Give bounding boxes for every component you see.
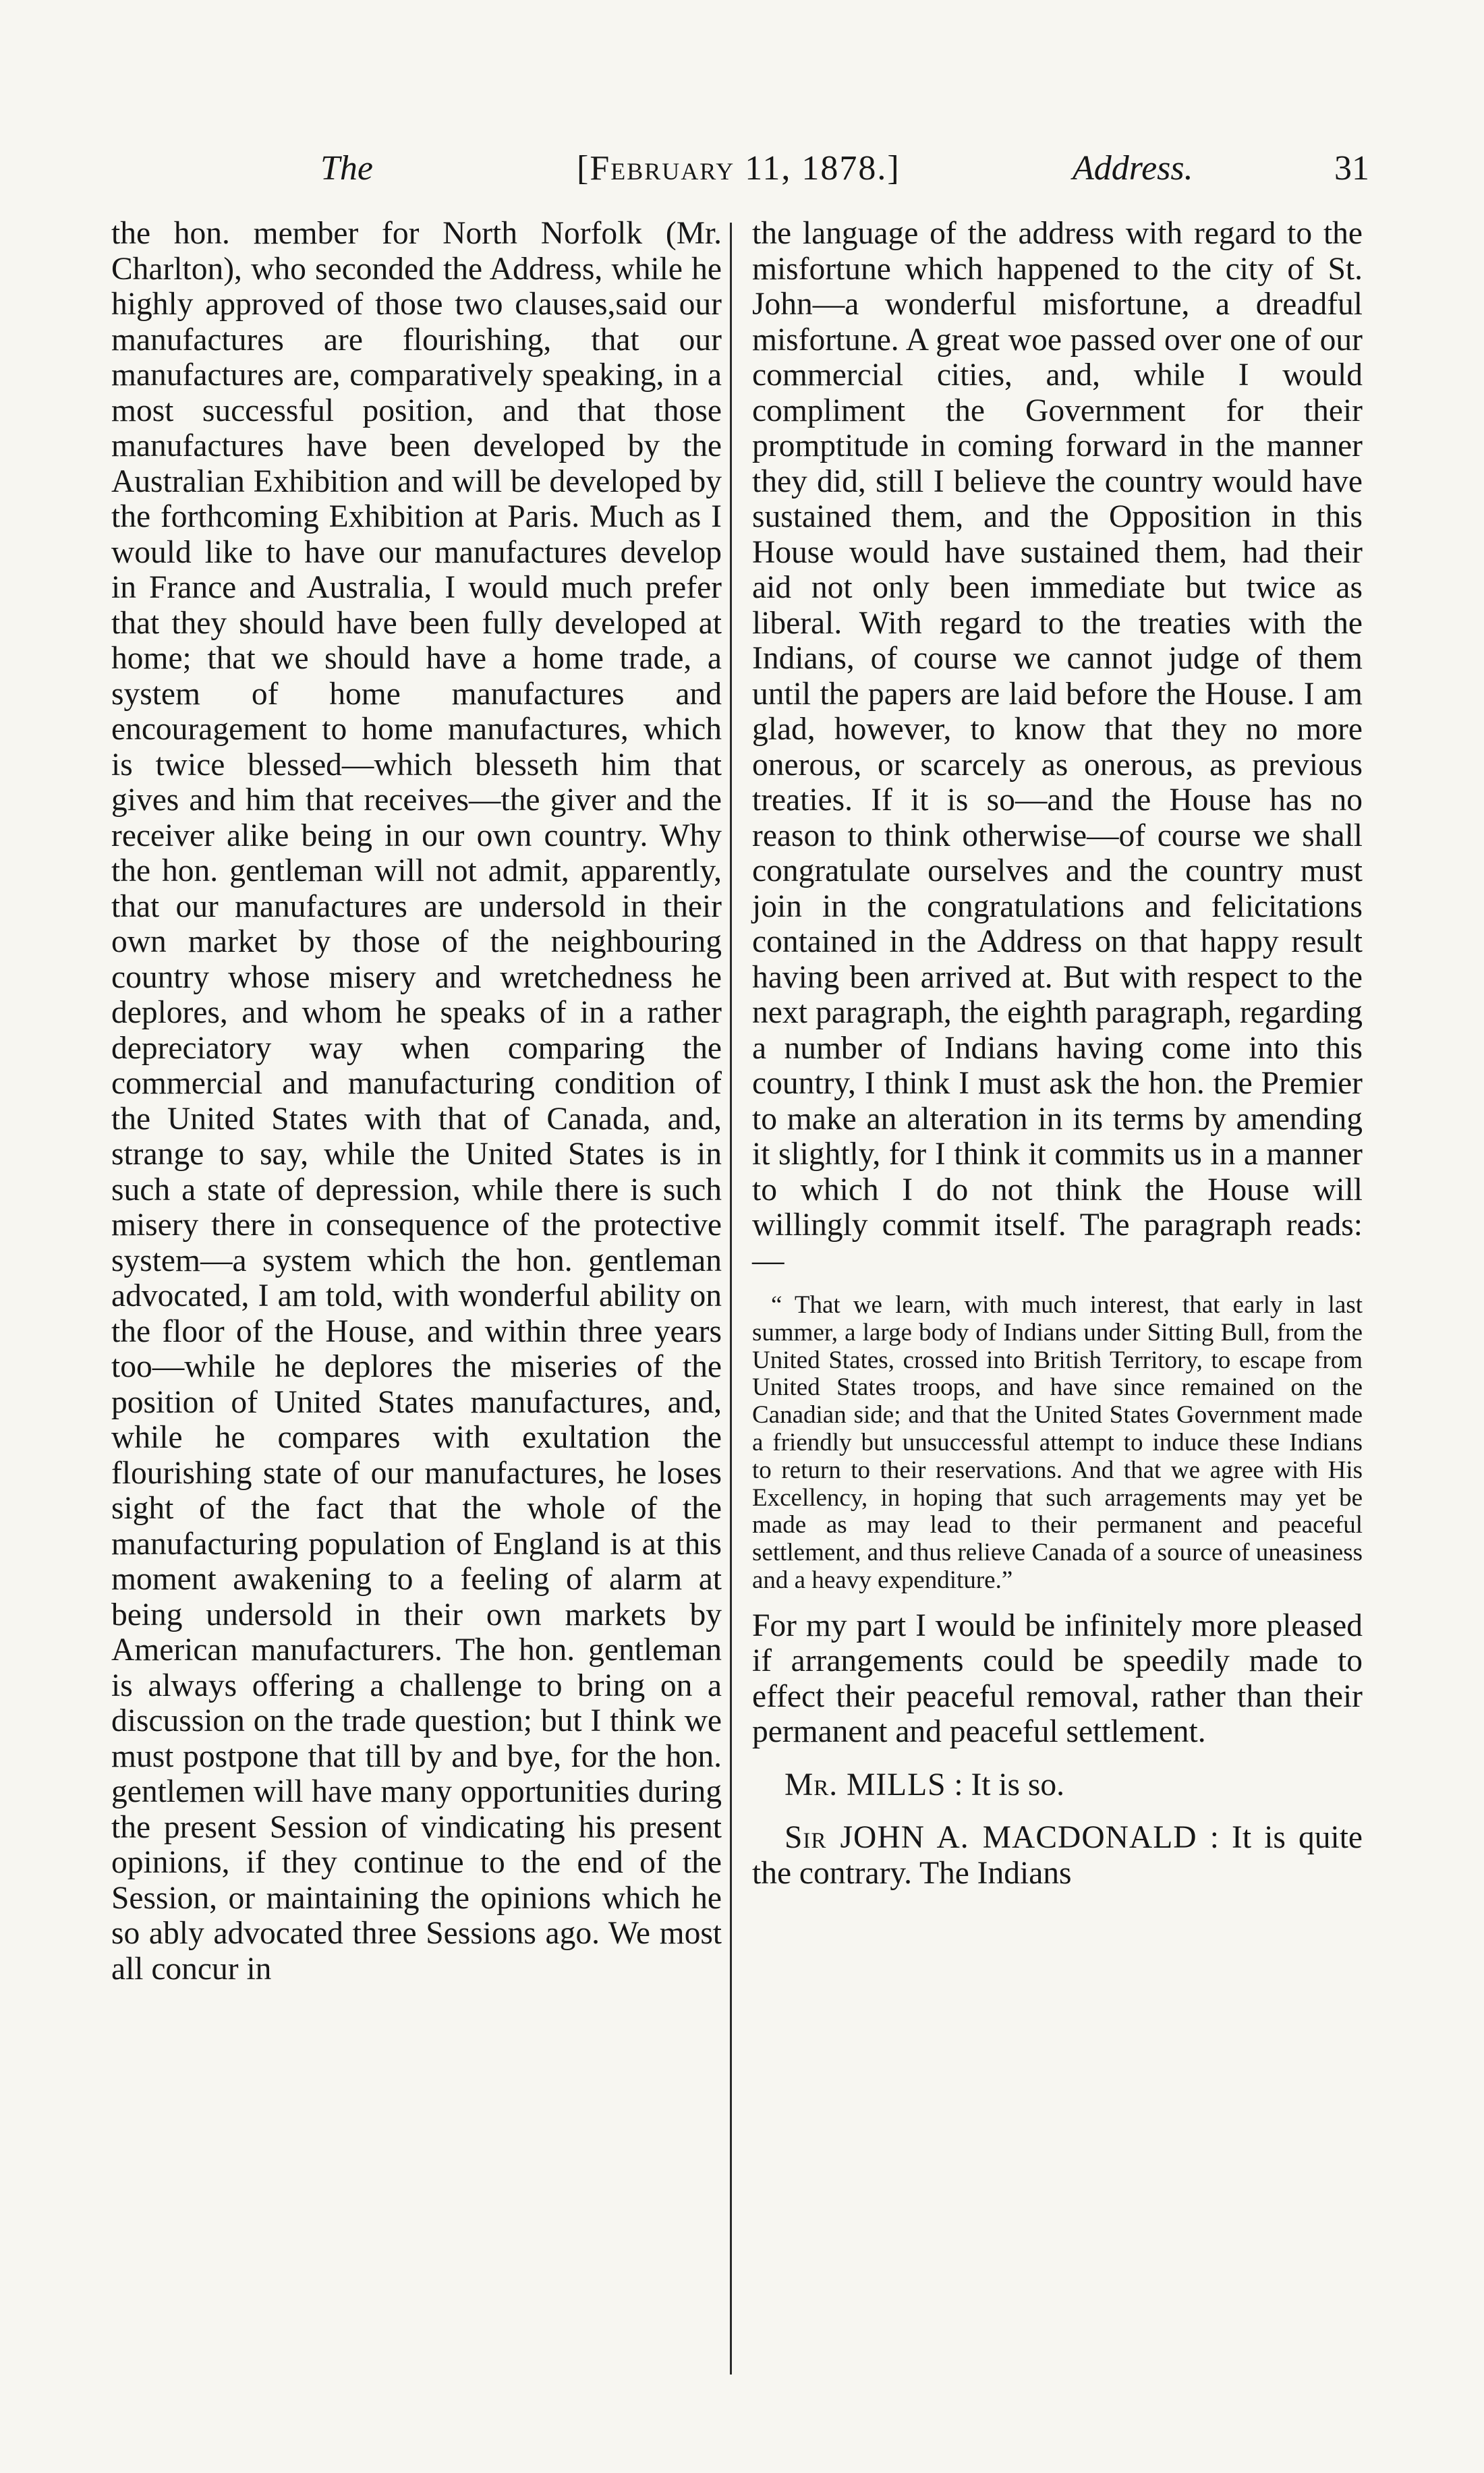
header-left: The <box>320 149 373 188</box>
right-paragraph: the language of the address with regard to the misfortune which happened to the city of St. John—a wonderful misfortune, a dreadful misfortune. A great woe passed over one of our commercial cities, and, while I would compliment the Government for their promptitude in coming forward in the manner they did, still I believe the country would have sustained them, and the Opposition in this House would have sustained them, had their aid not only been immediate but twice as liberal. With regard to the treaties with the Indians, of course we cannot judge of them until the papers are laid before the House. I am glad, however, to know that they no more onerous, or scarcely as onerous, as previous treaties. If it is so—and the House has no reason to think otherwise—of course we shall congratulate ourselves and the country must join in the congratulations and felicitations contained in the Address on that happy result having been arrived at. But with respect to the next paragraph, the eighth paragraph, regarding a number of Indians having come into this country, I think I must ask the hon. the Premier to make an alteration in its terms by amending it slightly, for I think it commits us in a manner to which I do not think the House will willingly commit itself. The paragraph reads:— <box>752 216 1363 1278</box>
left-column <box>111 216 722 1987</box>
speaker-name: Mr. MILLS <box>784 1767 946 1802</box>
right-column <box>752 216 1363 1891</box>
running-header <box>108 138 1369 199</box>
page-number: 31 <box>1334 149 1369 188</box>
left-paragraph: the hon. member for North Norfolk (Mr. Charlton), who seconded the Address, while he highly approved of those two clauses,said our manufactures are flourishing, that our manufactures are, comparatively speaking, in a most successful position, and that those manufactures have been developed by the Australian Exhibition and will be developed by the forthcoming Exhibition at Paris. Much as I would like to have our manufactures develop in France and Australia, I would much prefer that they should have been fully developed at home; that we should have a home trade, a system of home manufactures and encouragement to home manufactures, which is twice blessed—which blesseth him that gives and him that receives—the giver and the receiver alike being in our own country. Why the hon. gentleman will not admit, apparently, that our manufactures are undersold in their own market by those of the neighbouring country whose misery and wretchedness he deplores, and whom he speaks of in a rather depreciatory way when comparing the commercial and manufacturing condition of the United States with that of Canada, and, strange to say, while the United States is in such a state of depression, while there is such misery there in consequence of the protective system—a system which the hon. gentleman advocated, I am told, with wonderful ability on the floor of the House, and within three years too—while he deplores the miseries of the position of United States manufactures, and, while he compares with exultation the flourishing state of our manufactures, he loses sight of the fact that the whole of the manufacturing population of England is at this moment awakening to a feeling of alarm at being undersold in their own markets by American manufacturers. The hon. gentleman is always offering a challenge to bring on a discussion on the trade question; but I think we must postpone that till by and bye, for the hon. gentlemen will have many opportunities during the present Session of vindicating his present opinions, if they continue to the end of the Session, or maintaining the opinions which he so ably advocated three Sessions ago. We most all concur in <box>111 216 722 1987</box>
quoted-address-paragraph: “ That we learn, with much interest, that early in last summer, a large body of Indians under Sitting Bull, from the United States, crossed into British Territory, to escape from United States troops, and have since remained on the Canadian side; and that the United States Government made a friendly but unsuccessful attempt to induce these Indians to return to their reservations. And that we agree with His Excellency, in hoping that such arragements may yet be made as may lead to their permanent and peaceful settlement, and thus relieve Canada of a source of uneasiness and a heavy expenditure.” <box>752 1291 1363 1594</box>
speaker-macdonald <box>752 1820 1363 1891</box>
speaker-mills <box>752 1767 1363 1803</box>
after-quote-paragraph: For my part I would be infinitely more pleased if arrangements could be speedily made to effect their peaceful removal, rather than their permanent and peaceful settlement. <box>752 1608 1363 1750</box>
column-divider <box>730 223 732 2375</box>
speaker-text: : It is so. <box>954 1767 1065 1802</box>
header-date: [February 11, 1878.] <box>577 149 901 188</box>
speaker-name: Sir JOHN A. MACDONALD <box>784 1820 1197 1856</box>
header-right: Address. <box>1073 149 1193 188</box>
speaker-text: : It is quite the contrary. The Indians <box>752 1820 1363 1891</box>
